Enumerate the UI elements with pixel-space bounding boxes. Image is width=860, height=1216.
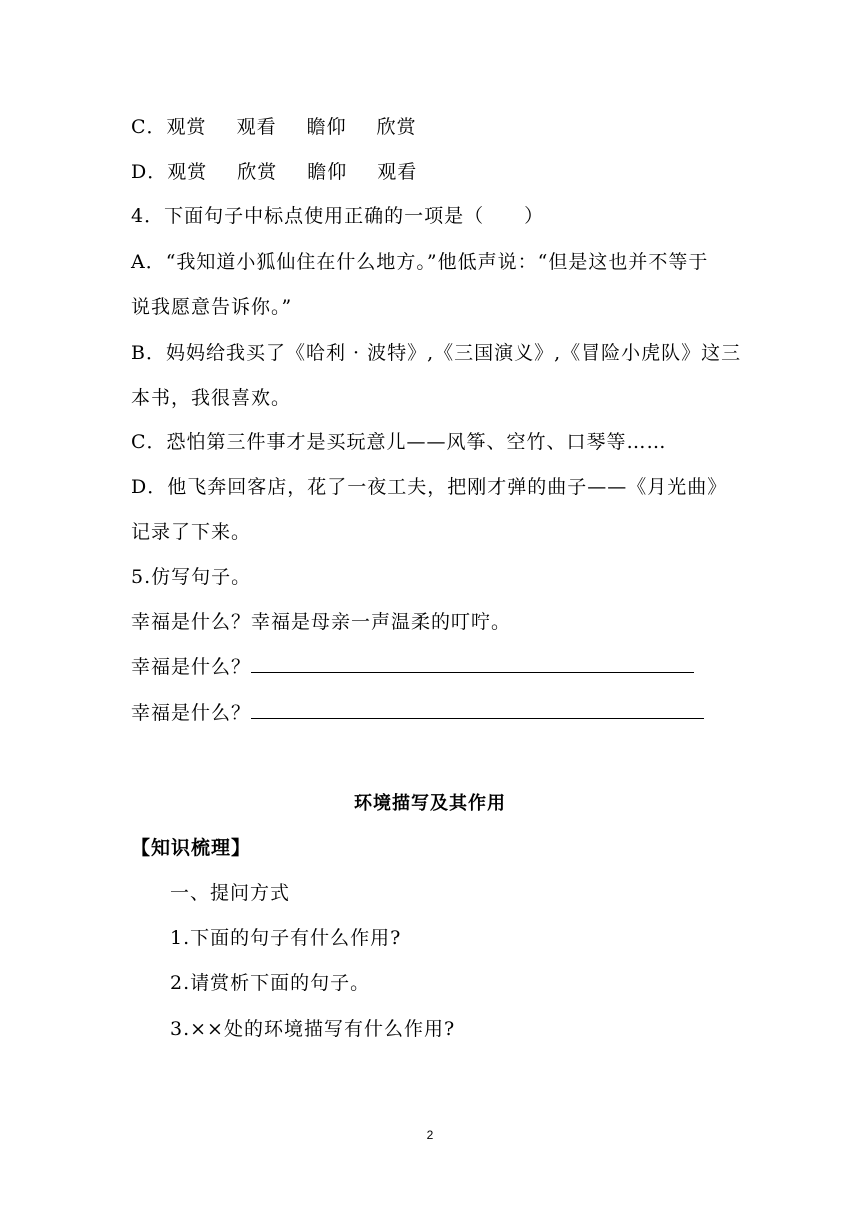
q5-answer-line-2 [131, 700, 704, 726]
option-word: 瞻仰 [306, 116, 347, 138]
option-word: 观看 [236, 116, 277, 138]
section-label: 【知识梳理】 [131, 837, 252, 859]
q5-example: 幸福是什么？幸福是母亲一声温柔的叮咛。 [131, 611, 512, 633]
option-label: C． [131, 116, 167, 138]
section-title: 环境描写及其作用 [354, 793, 506, 814]
q4-option-d-line2: 记录了下来。 [131, 521, 252, 543]
option-word: 欣赏 [376, 116, 417, 138]
list-item: 1.下面的句子有什么作用? [170, 927, 402, 949]
q4-option-b-line1: B．妈妈给我买了《哈利 · 波特》,《三国演义》,《冒险小虎队》这三 [131, 342, 742, 364]
q5-prompt: 幸福是什么？ [131, 656, 252, 678]
q4-option-c: C．恐怕第三件事才是买玩意儿——风筝、空竹、口琴等…… [131, 431, 667, 453]
q4-option-a-line1: A．“我知道小狐仙住在什么地方。”他低声说：“但是这也并不等于 [131, 251, 709, 273]
option-word: 观赏 [167, 161, 208, 183]
q3-option-c [131, 114, 417, 140]
q4-option-d-line1: D．他飞奔回客店，花了一夜工夫，把刚才弹的曲子——《月光曲》 [131, 476, 728, 498]
q5-prompt: 幸福是什么？ [131, 702, 252, 724]
list-item: 3.××处的环境描写有什么作用? [170, 1018, 456, 1040]
list-item: 2.请赏析下面的句子。 [170, 972, 371, 994]
sub-heading: 一、提问方式 [170, 882, 291, 904]
option-word: 观赏 [166, 116, 207, 138]
q3-option-d [131, 159, 417, 185]
q4-stem: 4．下面句子中标点使用正确的一项是（ ） [131, 205, 545, 227]
q5-title: 5.仿写句子。 [131, 566, 252, 588]
option-word: 瞻仰 [307, 161, 348, 183]
option-word: 欣赏 [237, 161, 278, 183]
page-number: 2 [426, 1128, 434, 1142]
answer-blank[interactable] [251, 654, 694, 673]
answer-blank[interactable] [251, 700, 704, 719]
option-word: 观看 [377, 161, 418, 183]
option-label: D． [131, 161, 168, 183]
q5-answer-line-1 [131, 654, 694, 680]
q4-option-b-line2: 本书，我很喜欢。 [131, 387, 292, 409]
q4-option-a-line2: 说我愿意告诉你。” [131, 296, 293, 318]
